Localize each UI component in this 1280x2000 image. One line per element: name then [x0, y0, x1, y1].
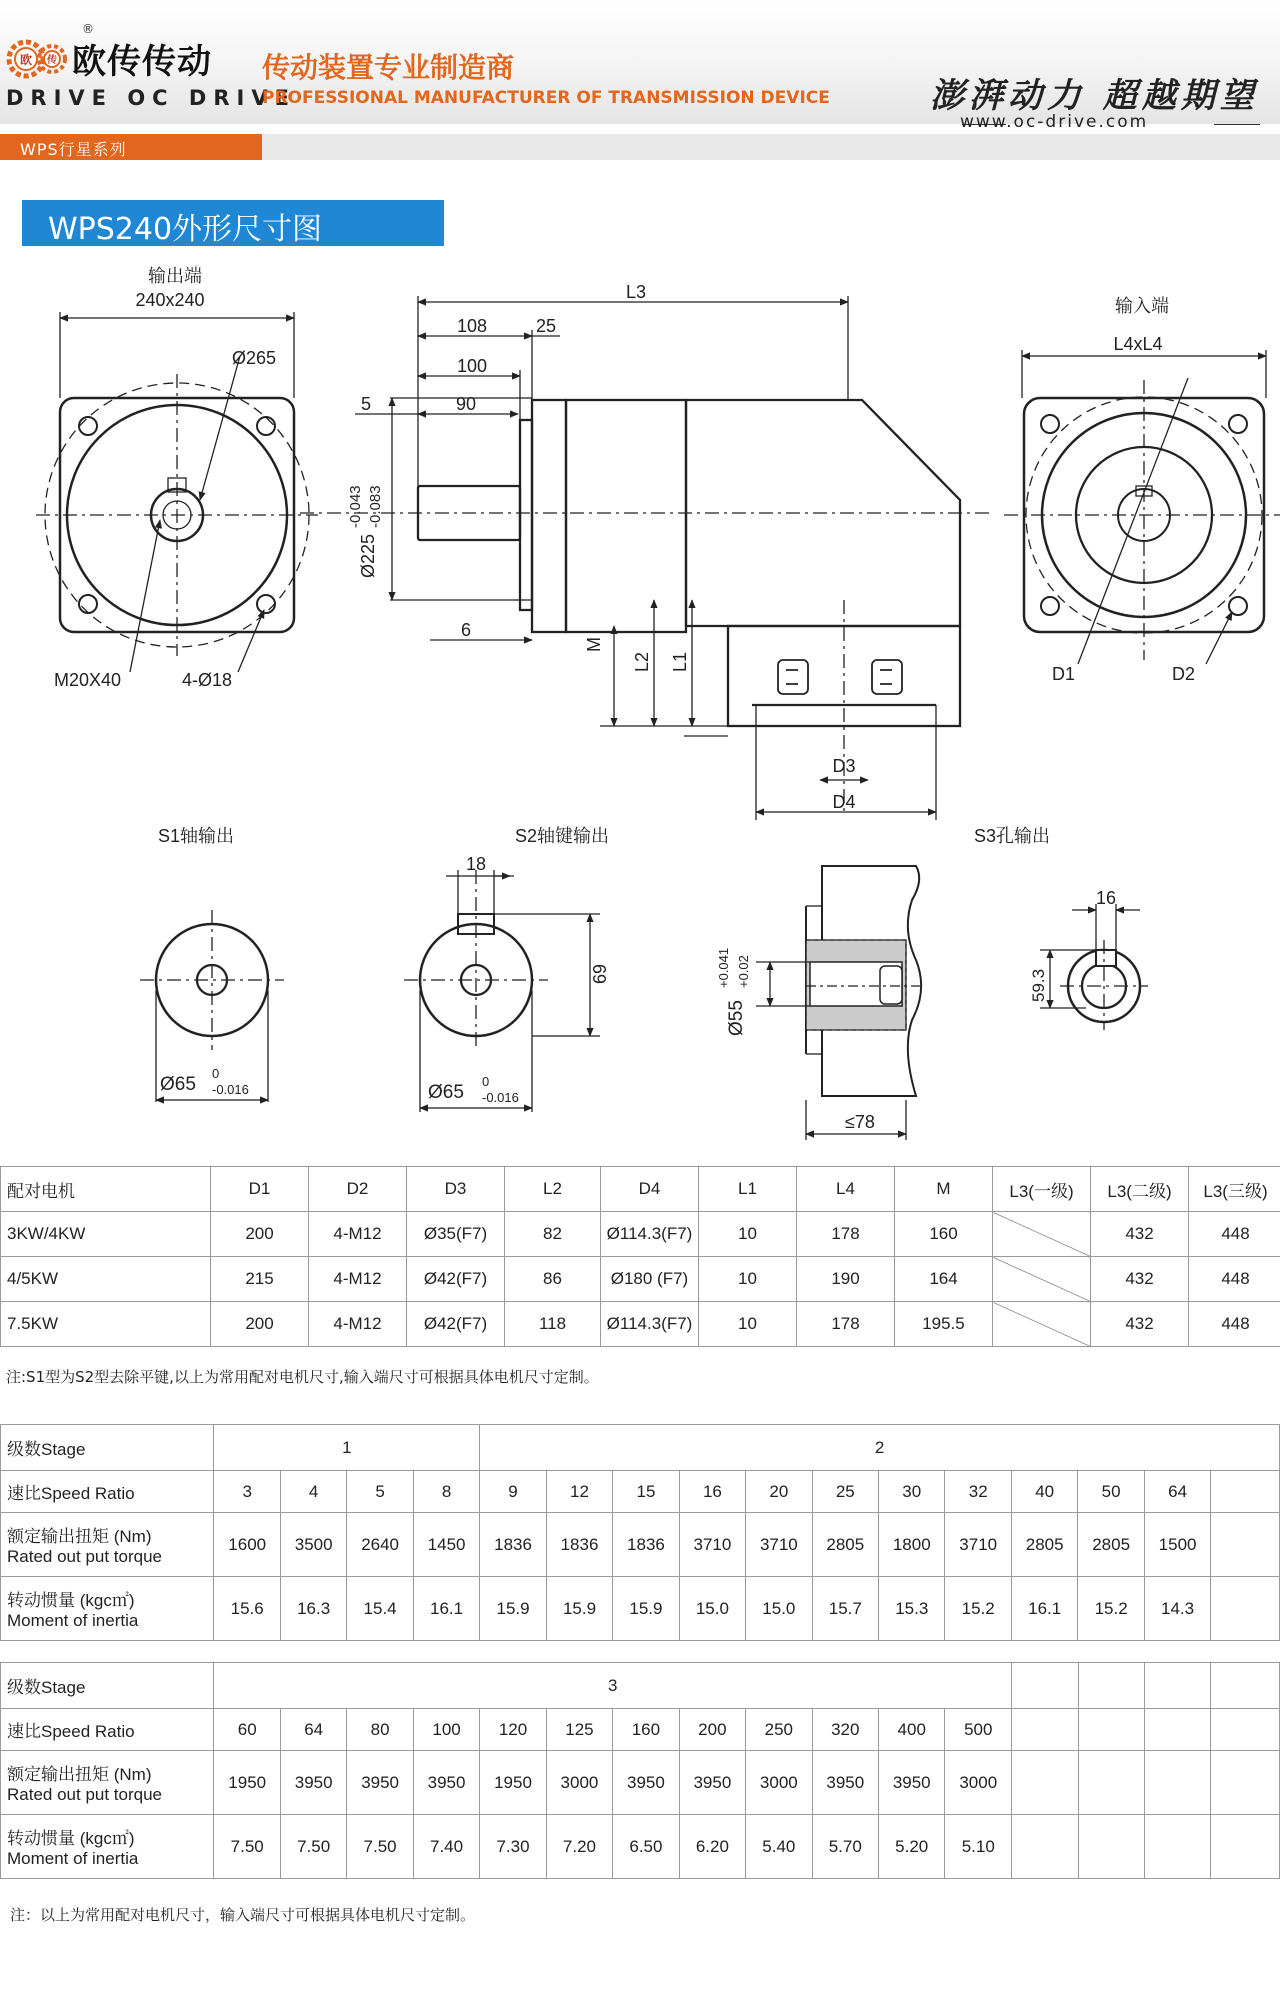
torque-cell: 3950 [413, 1751, 479, 1815]
inertia-cell: 7.40 [413, 1815, 479, 1879]
s1-dia: Ø65 [160, 1074, 196, 1095]
website-url: www.oc-drive.com [960, 112, 1149, 132]
torque-label [1, 1751, 214, 1815]
ratio-cell: 25 [812, 1471, 878, 1513]
logo-char-2: 传 [47, 55, 57, 66]
torque-cell: 1836 [613, 1513, 679, 1577]
input-end-view [1004, 296, 1280, 684]
registered-mark: ® [82, 22, 94, 36]
ratio-cell: 64 [280, 1709, 346, 1751]
torque-label-cn: 额定输出扭矩 (Nm) [7, 1527, 152, 1546]
ratio-cell: 30 [879, 1471, 945, 1513]
inertia-label-en: Moment of inertia [7, 1611, 139, 1630]
inertia-cell: 15.9 [546, 1577, 612, 1641]
series-label: WPS行星系列 [20, 140, 127, 159]
stage-label: 级数Stage [1, 1425, 214, 1471]
tagline-cn: 传动装置专业制造商 [262, 51, 515, 84]
stage-value [1144, 1663, 1210, 1709]
ratio-label [1, 1709, 214, 1751]
inertia-cell [1078, 1815, 1144, 1879]
table-cell: 215 [211, 1257, 309, 1302]
ratio-cell: 64 [1144, 1471, 1210, 1513]
table-cell [993, 1212, 1091, 1257]
s1-tol-lower: -0.016 [212, 1082, 249, 1097]
s1-shaft-view [140, 826, 284, 1102]
table-cell: 3KW/4KW [1, 1212, 211, 1257]
torque-cell: 3710 [945, 1513, 1011, 1577]
ratio-cell: 125 [546, 1709, 612, 1751]
ratio-cell: 8 [413, 1471, 479, 1513]
ratio-cell [1078, 1709, 1144, 1751]
torque-label [1, 1513, 214, 1577]
s3-label: S3孔输出 [973, 826, 1051, 846]
s3-hollow-shaft-view [716, 826, 1148, 1140]
stage-value [1211, 1663, 1280, 1709]
ratio-cell: 9 [480, 1471, 546, 1513]
torque-label-cn: 额定输出扭矩 (Nm) [7, 1765, 152, 1784]
torque-cell: 2805 [1078, 1513, 1144, 1577]
s3-tol-lower: +0.02 [736, 955, 751, 988]
torque-label-en: Rated out put torque [7, 1547, 163, 1566]
torque-cell: 3000 [945, 1751, 1012, 1815]
stage-label: 级数Stage [1, 1663, 214, 1709]
ratio-cell [1012, 1709, 1078, 1751]
website-rule-right [1214, 124, 1260, 125]
torque-cell: 3950 [679, 1751, 745, 1815]
ratio-cell: 3 [214, 1471, 280, 1513]
column-header: D3 [407, 1167, 505, 1212]
dim-d3: D3 [832, 756, 856, 776]
table-cell: 164 [895, 1257, 993, 1302]
column-header: D1 [211, 1167, 309, 1212]
s2-height: 69 [590, 963, 610, 984]
torque-row [1, 1751, 1280, 1815]
ratio-cell: 250 [746, 1709, 812, 1751]
ratio-label-cn: 速比Speed Ratio [7, 1722, 135, 1741]
stage-value [1078, 1663, 1144, 1709]
ratio-cell [1144, 1709, 1210, 1751]
torque-cell [1078, 1751, 1144, 1815]
stage-value: 2 [480, 1425, 1280, 1471]
table-cell: 4-M12 [309, 1212, 407, 1257]
torque-cell: 1450 [413, 1513, 479, 1577]
input-d1-label: D1 [1052, 664, 1076, 684]
inertia-cell: 16.3 [280, 1577, 346, 1641]
inertia-cell: 15.0 [746, 1577, 812, 1641]
column-header: L4 [797, 1167, 895, 1212]
table-cell: 432 [1091, 1257, 1189, 1302]
column-header: L2 [505, 1167, 601, 1212]
table-cell: Ø35(F7) [407, 1212, 505, 1257]
output-dia-label: Ø265 [232, 348, 277, 368]
dim-25: 25 [535, 316, 557, 336]
table-cell: Ø114.3(F7) [601, 1212, 699, 1257]
inertia-label [1, 1577, 214, 1641]
ratio-cell: 200 [679, 1709, 745, 1751]
torque-cell: 3950 [812, 1751, 878, 1815]
dim-6: 6 [460, 620, 472, 640]
s2-key-shaft-view [404, 826, 610, 1112]
s1-tol-upper: 0 [212, 1066, 220, 1081]
output-end-label: 输出端 [148, 266, 202, 286]
series-rule [262, 134, 1280, 160]
table-cell [993, 1302, 1091, 1347]
torque-cell: 1950 [214, 1751, 280, 1815]
torque-cell: 3710 [679, 1513, 745, 1577]
inertia-cell: 7.30 [480, 1815, 546, 1879]
bottom-note: 注：以上为常用配对电机尺寸，输入端尺寸可根据具体电机尺寸定制。 [10, 1906, 476, 1924]
output-end-size: 240x240 [135, 290, 205, 310]
performance-table-stage-1-2 [0, 1424, 1280, 1641]
table-cell: 178 [797, 1302, 895, 1347]
torque-cell: 3000 [746, 1751, 812, 1815]
dim-l1: L1 [670, 651, 690, 672]
slogan: 澎湃动力 超越期望 [930, 76, 1259, 116]
table-cell: 190 [797, 1257, 895, 1302]
table-cell: 448 [1189, 1302, 1280, 1347]
motor-dimension-table [0, 1166, 1280, 1347]
torque-cell: 3950 [613, 1751, 679, 1815]
ratio-cell: 20 [746, 1471, 812, 1513]
table-row [1, 1302, 1280, 1347]
inertia-cell: 14.3 [1144, 1577, 1210, 1641]
dim-108: 108 [456, 316, 488, 336]
logo-char-1: 欧 [19, 53, 33, 67]
torque-cell [1012, 1751, 1078, 1815]
table-cell: 4-M12 [309, 1257, 407, 1302]
torque-cell: 2805 [812, 1513, 878, 1577]
gear-logo-icon [6, 28, 68, 90]
ratio-cell: 40 [1011, 1471, 1077, 1513]
torque-cell [1211, 1751, 1280, 1815]
dim-d4: D4 [832, 792, 856, 812]
inertia-cell: 16.1 [1011, 1577, 1077, 1641]
page-header [0, 0, 1280, 132]
dim-dia225: Ø225 [358, 533, 378, 578]
bolt-holes-label: 4-Ø18 [182, 670, 233, 690]
torque-cell: 3500 [280, 1513, 346, 1577]
table-header-row [1, 1167, 1280, 1212]
s3-length: ≤78 [845, 1112, 875, 1132]
input-end-label: 输入端 [1115, 296, 1169, 316]
table-cell [993, 1257, 1091, 1302]
torque-cell: 3950 [879, 1751, 945, 1815]
table-cell: 86 [505, 1257, 601, 1302]
torque-cell: 3710 [746, 1513, 812, 1577]
inertia-cell: 15.2 [1078, 1577, 1144, 1641]
s3-dia: Ø55 [726, 1000, 747, 1036]
ratio-cell: 80 [347, 1709, 413, 1751]
inertia-cell: 7.20 [546, 1815, 612, 1879]
gearbox-body [418, 400, 960, 726]
inertia-cell: 15.6 [214, 1577, 280, 1641]
inertia-cell: 15.7 [812, 1577, 878, 1641]
dim-l3: L3 [625, 282, 647, 302]
inertia-row [1, 1815, 1280, 1879]
torque-cell [1144, 1751, 1210, 1815]
torque-label-en: Rated out put torque [7, 1785, 163, 1804]
torque-cell [1211, 1513, 1280, 1577]
inertia-cell [1211, 1815, 1280, 1879]
ratio-cell: 4 [280, 1471, 346, 1513]
torque-cell: 1950 [480, 1751, 546, 1815]
inertia-cell: 15.9 [480, 1577, 546, 1641]
ratio-cell: 160 [613, 1709, 679, 1751]
input-end-size: L4xL4 [1113, 334, 1163, 354]
torque-cell: 1600 [214, 1513, 280, 1577]
inertia-label-cn: 转动惯量 (kgc㎡) [7, 1591, 135, 1610]
dim-tol-upper: -0.043 [347, 485, 364, 528]
dim-tol-lower: -0.083 [367, 485, 384, 528]
ratio-row [1, 1471, 1280, 1513]
input-d2-label: D2 [1172, 664, 1196, 684]
column-header: 配对电机 [1, 1167, 211, 1212]
column-header: M [895, 1167, 993, 1212]
motor-bolt-slots [778, 660, 902, 694]
table-cell: 10 [699, 1257, 797, 1302]
table-cell: 10 [699, 1302, 797, 1347]
torque-cell: 2640 [347, 1513, 413, 1577]
side-view [300, 282, 990, 820]
table-cell: Ø180 (F7) [601, 1257, 699, 1302]
ratio-cell: 12 [546, 1471, 612, 1513]
column-header: L1 [699, 1167, 797, 1212]
ratio-cell: 60 [214, 1709, 280, 1751]
table-cell: 448 [1189, 1257, 1280, 1302]
s1-label: S1轴输出 [157, 826, 235, 846]
inertia-cell: 5.10 [945, 1815, 1012, 1879]
inertia-cell [1144, 1815, 1210, 1879]
table-cell: 200 [211, 1212, 309, 1257]
table-cell: 432 [1091, 1302, 1189, 1347]
table-cell: 200 [211, 1302, 309, 1347]
torque-cell: 2805 [1011, 1513, 1077, 1577]
ratio-cell: 16 [679, 1471, 745, 1513]
column-header: L3(三级) [1189, 1167, 1280, 1212]
s3-key-width: 16 [1095, 888, 1117, 908]
inertia-cell [1012, 1815, 1078, 1879]
dim-l2: L2 [632, 651, 652, 672]
brand-name-en: DRIVE OC DRIVE [6, 86, 296, 110]
torque-cell: 3950 [347, 1751, 413, 1815]
inertia-cell: 15.0 [679, 1577, 745, 1641]
stage-value [1012, 1663, 1078, 1709]
inertia-cell: 5.70 [812, 1815, 878, 1879]
torque-cell: 1500 [1144, 1513, 1210, 1577]
inertia-cell: 15.9 [613, 1577, 679, 1641]
motor-table-note: 注:S1型为S2型去除平键,以上为常用配对电机尺寸,输入端尺寸可根据具体电机尺寸定制。 [6, 1368, 599, 1386]
s2-dia: Ø65 [428, 1082, 464, 1103]
table-cell: Ø42(F7) [407, 1302, 505, 1347]
column-header: D2 [309, 1167, 407, 1212]
ratio-cell: 50 [1078, 1471, 1144, 1513]
ratio-cell: 5 [347, 1471, 413, 1513]
inertia-label-cn: 转动惯量 (kgc㎡) [7, 1829, 135, 1848]
torque-cell: 1836 [480, 1513, 546, 1577]
dim-5: 5 [360, 394, 372, 414]
table-row [1, 1212, 1280, 1257]
output-end-view [36, 266, 318, 690]
table-cell: 118 [505, 1302, 601, 1347]
s3-key-height: 59.3 [1029, 968, 1048, 1002]
inertia-cell: 7.50 [280, 1815, 346, 1879]
inertia-row [1, 1577, 1280, 1641]
inertia-cell: 6.20 [679, 1815, 745, 1879]
table-cell: 178 [797, 1212, 895, 1257]
inertia-cell: 15.3 [879, 1577, 945, 1641]
inertia-cell: 15.2 [945, 1577, 1011, 1641]
torque-cell: 3000 [546, 1751, 612, 1815]
ratio-cell: 15 [613, 1471, 679, 1513]
torque-row [1, 1513, 1280, 1577]
inertia-label [1, 1815, 214, 1879]
s2-tol-lower: -0.016 [482, 1090, 519, 1105]
page-title: WPS240外形尺寸图 [48, 212, 323, 247]
inertia-cell: 7.50 [347, 1815, 413, 1879]
column-header: D4 [601, 1167, 699, 1212]
column-header: L3(一级) [993, 1167, 1091, 1212]
table-cell: Ø114.3(F7) [601, 1302, 699, 1347]
dim-100: 100 [456, 356, 488, 376]
table-cell: 432 [1091, 1212, 1189, 1257]
ratio-cell: 100 [413, 1709, 479, 1751]
stage-row [1, 1425, 1280, 1471]
ratio-cell: 320 [812, 1709, 878, 1751]
table-cell: 4/5KW [1, 1257, 211, 1302]
dimension-drawings [0, 250, 1280, 1150]
ratio-cell: 120 [480, 1709, 546, 1751]
brand-name-cn: 欧传传动 [72, 42, 212, 82]
table-cell: 448 [1189, 1212, 1280, 1257]
table-cell: 4-M12 [309, 1302, 407, 1347]
tagline-en: PROFESSIONAL MANUFACTURER OF TRANSMISSION DEVICE [262, 88, 830, 108]
stage-value: 3 [214, 1663, 1012, 1709]
dim-m: M [584, 637, 604, 652]
s2-tol-upper: 0 [482, 1074, 490, 1089]
inertia-cell: 6.50 [613, 1815, 679, 1879]
ratio-row [1, 1709, 1280, 1751]
ratio-cell [1211, 1471, 1280, 1513]
inertia-cell: 5.20 [879, 1815, 945, 1879]
s2-label: S2轴键输出 [514, 826, 610, 846]
s3-tol-upper: +0.041 [716, 947, 731, 988]
table-cell: Ø42(F7) [407, 1257, 505, 1302]
ratio-label [1, 1471, 214, 1513]
stage-row [1, 1663, 1280, 1709]
table-cell: 160 [895, 1212, 993, 1257]
column-header: L3(二级) [1091, 1167, 1189, 1212]
ratio-cell: 500 [945, 1709, 1012, 1751]
inertia-label-en: Moment of inertia [7, 1849, 139, 1868]
inertia-cell [1211, 1577, 1280, 1641]
torque-cell: 3950 [280, 1751, 346, 1815]
inertia-cell: 16.1 [413, 1577, 479, 1641]
thread-label: M20X40 [54, 670, 122, 690]
torque-cell: 1836 [546, 1513, 612, 1577]
inertia-cell: 7.50 [214, 1815, 280, 1879]
table-cell: 195.5 [895, 1302, 993, 1347]
table-row [1, 1257, 1280, 1302]
ratio-label-cn: 速比Speed Ratio [7, 1484, 135, 1503]
dim-90: 90 [455, 394, 477, 414]
ratio-cell: 32 [945, 1471, 1011, 1513]
ratio-cell [1211, 1709, 1280, 1751]
stage-value: 1 [214, 1425, 480, 1471]
inertia-cell: 15.4 [347, 1577, 413, 1641]
s2-key-width: 18 [465, 854, 487, 874]
table-cell: 82 [505, 1212, 601, 1257]
torque-cell: 1800 [879, 1513, 945, 1577]
table-cell: 7.5KW [1, 1302, 211, 1347]
ratio-cell: 400 [879, 1709, 945, 1751]
table-cell: 10 [699, 1212, 797, 1257]
performance-table-stage-3 [0, 1662, 1280, 1879]
inertia-cell: 5.40 [746, 1815, 812, 1879]
